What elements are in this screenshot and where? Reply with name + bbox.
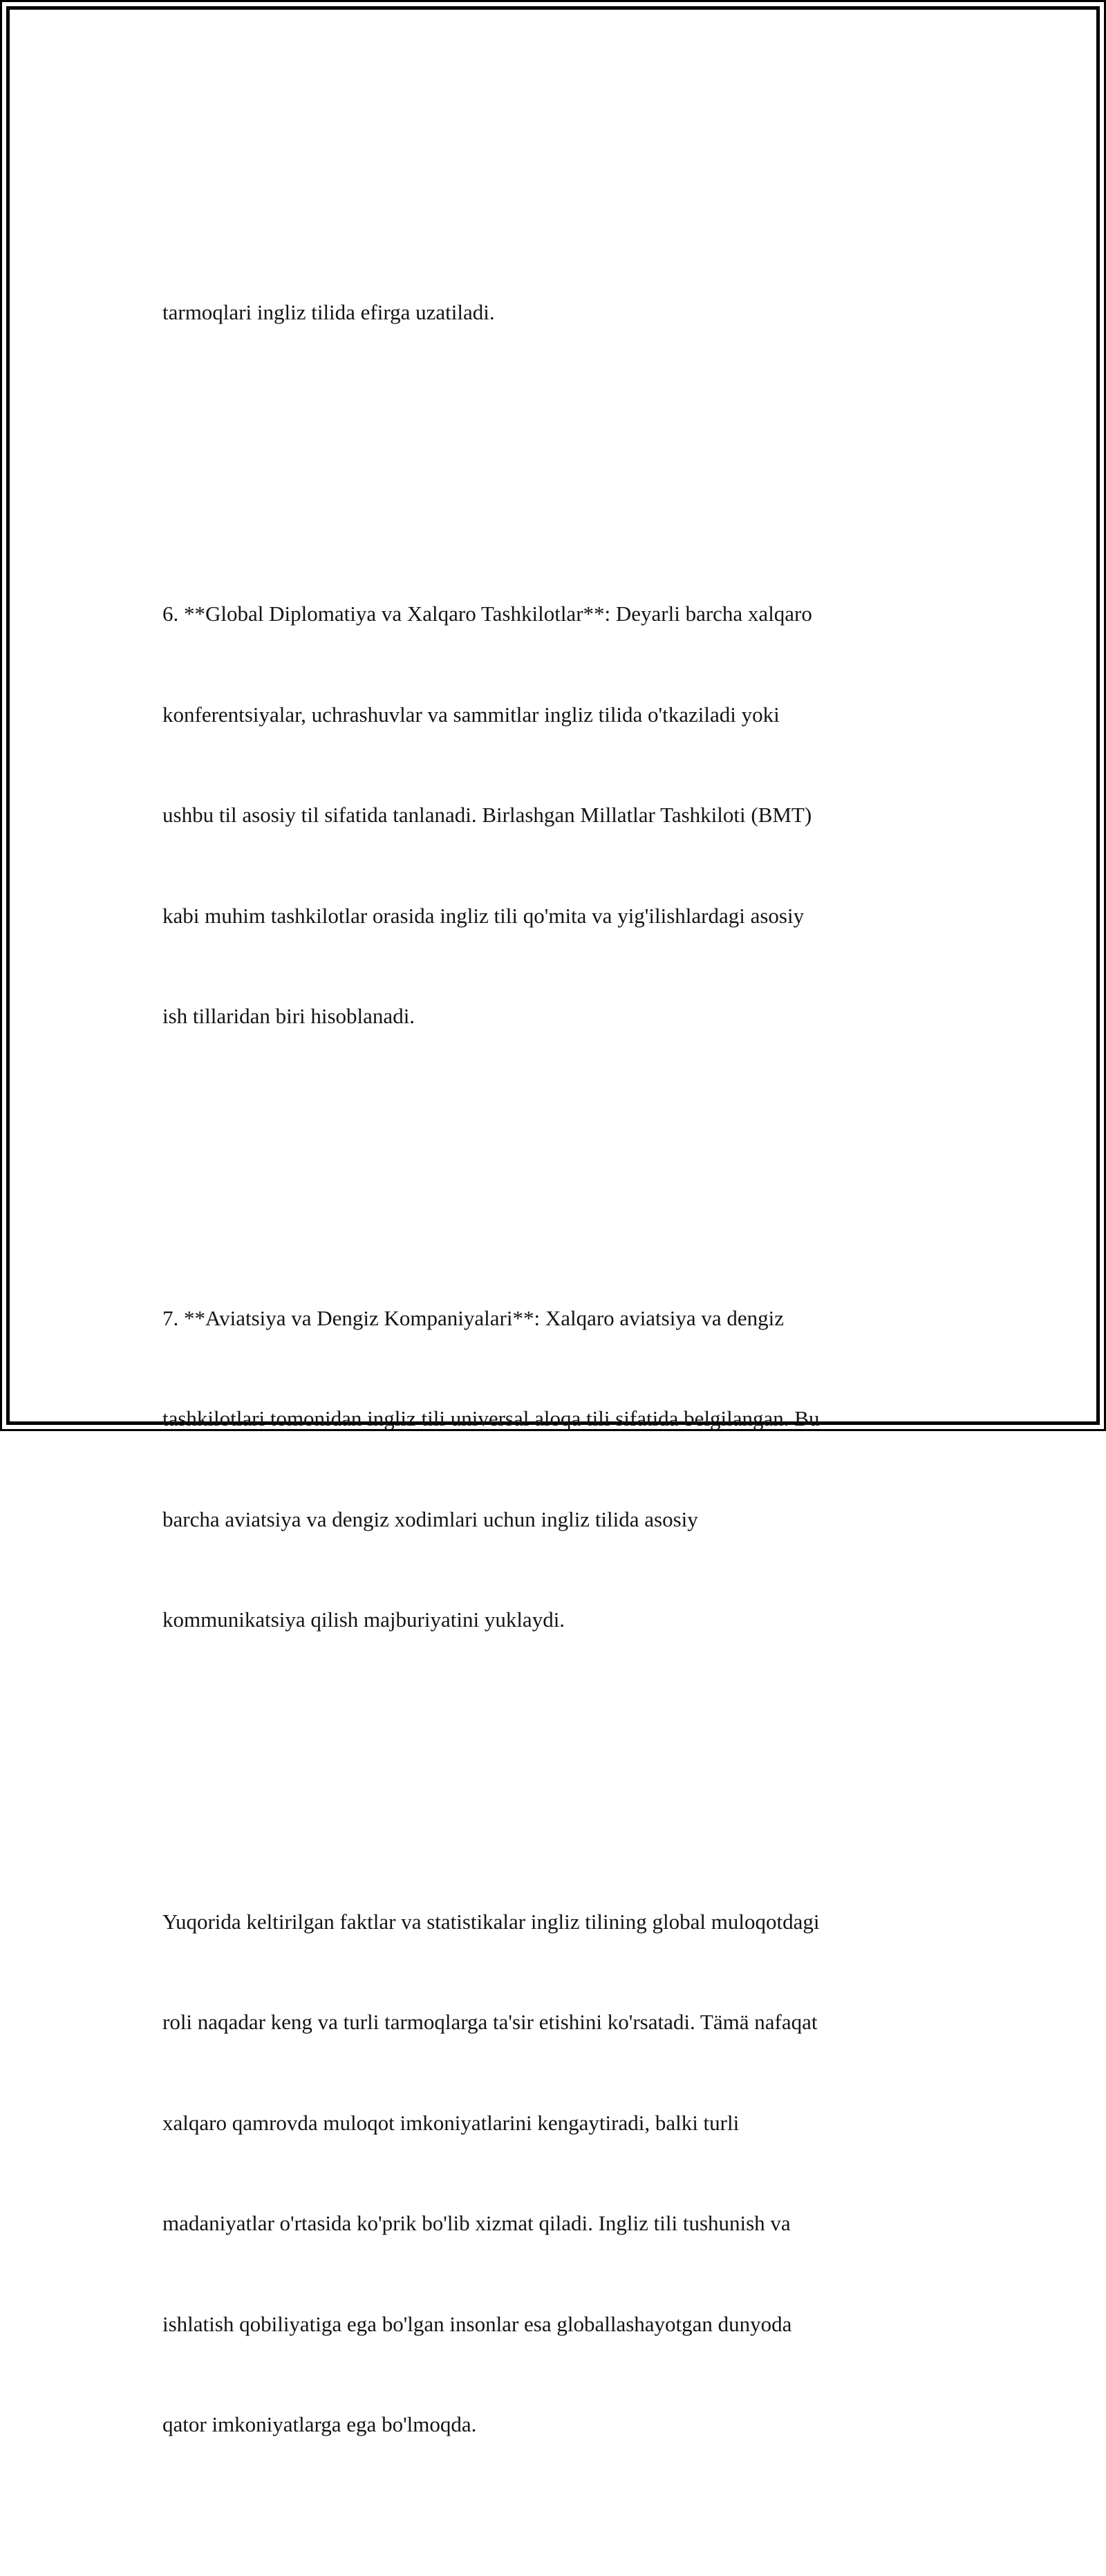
text-line: madaniyatlar o'rtasida ko'prik bo'lib xizmat qiladi. Ingliz tili tushunish va <box>162 2211 791 2235</box>
text-line: roli naqadar keng va turli tarmoqlarga ta'sir etishini ko'rsatadi. Tämä nafaqat <box>162 2010 818 2034</box>
text-line: qator imkoniyatlarga ega bo'lmoqda. <box>162 2412 477 2436</box>
text-line: kabi muhim tashkilotlar orasida ingliz tili qo'mita va yig'ilishlardagi asosiy <box>162 903 805 928</box>
paragraph-item-7 <box>162 1235 1065 1704</box>
text-line: ushbu til asosiy til sifatida tanlanadi. Birlashgan Millatlar Tashkiloti (BMT) <box>162 803 812 827</box>
text-line: barcha aviatsiya va dengiz xodimlari uchun ingliz tilida asosiy <box>162 1506 698 1531</box>
text-line: kommunikatsiya qilish majburiyatini yuklaydi. <box>162 1607 565 1632</box>
document-body <box>162 128 1065 2576</box>
paragraph-closing <box>162 1838 1065 2509</box>
text-line: tarmoqlari ingliz tilida efirga uzatiladi. <box>162 299 495 324</box>
text-line: tashkilotlari tomonidan ingliz tili universal aloqa tili sifatida belgilangan. Bu <box>162 1406 820 1430</box>
text-line: Yuqorida keltirilgan faktlar va statistikalar ingliz tilining global muloqotdagi <box>162 1909 820 1934</box>
paragraph-continuation <box>162 229 1065 397</box>
text-line: ish tillaridan biri hisoblanadi. <box>162 1004 415 1028</box>
text-line: konferentsiyalar, uchrashuvlar va sammitlar ingliz tilida o'tkaziladi yoki <box>162 702 780 727</box>
text-line: 7. **Aviatsiya va Dengiz Kompaniyalari**: Xalqaro aviatsiya va dengiz <box>162 1305 784 1330</box>
text-line: 6. **Global Diplomatiya va Xalqaro Tashkilotlar**: Deyarli barcha xalqaro <box>162 601 812 626</box>
paragraph-item-6 <box>162 530 1065 1101</box>
text-line: xalqaro qamrovda muloqot imkoniyatlarini kengaytiradi, balki turli <box>162 2110 740 2135</box>
text-line: ishlatish qobiliyatiga ega bo'lgan insonlar esa globallashayotgan dunyoda <box>162 2311 792 2336</box>
